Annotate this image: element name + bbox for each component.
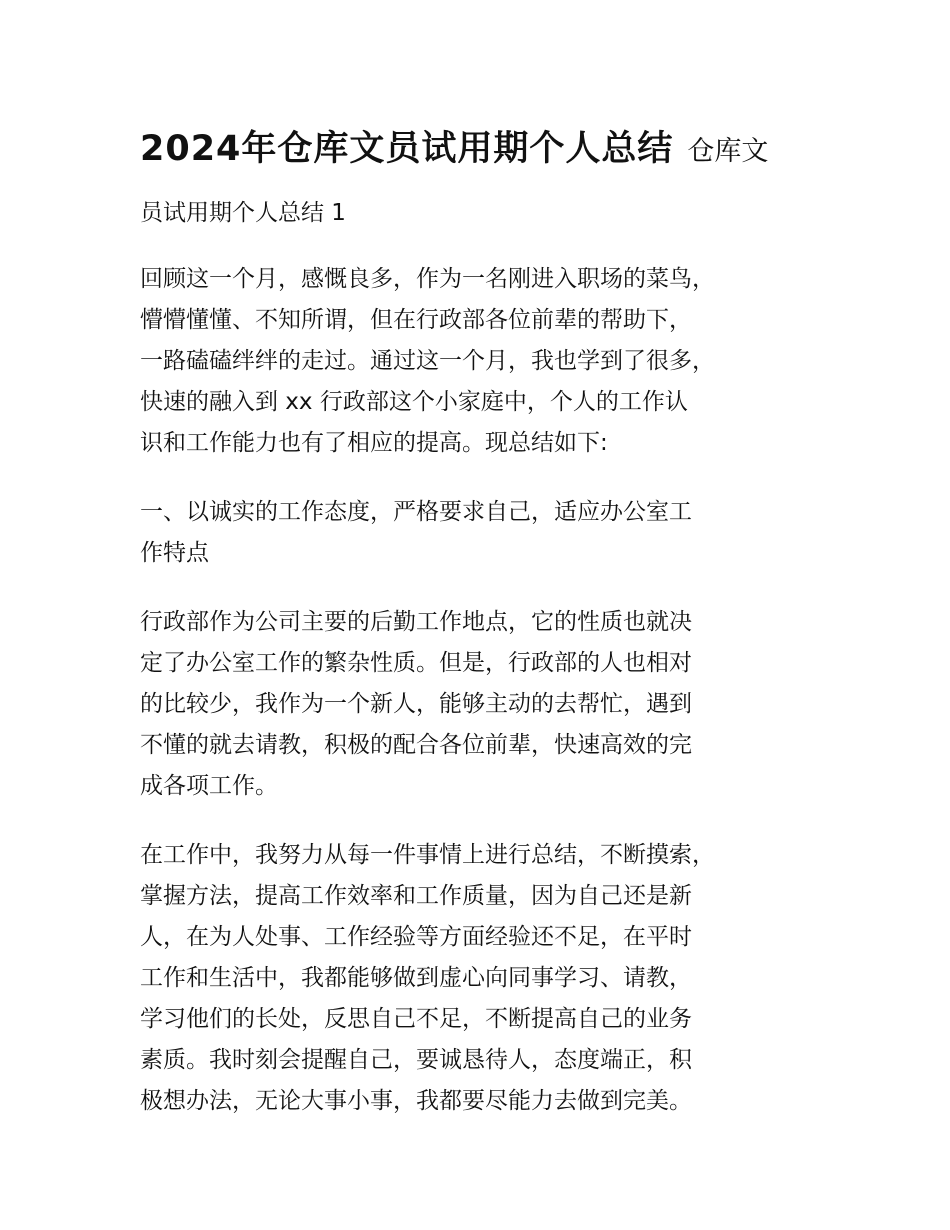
paragraph-line: 定了办公室工作的繁杂性质。但是，行政部的人也相对 <box>140 650 692 676</box>
paragraph-line: 掌握方法，提高工作效率和工作质量，因为自己还是新 <box>140 883 692 909</box>
paragraph-line: 在工作中，我努力从每一件事情上进行总结，不断摸索， <box>140 842 715 868</box>
title-main: 2024年仓库文员试用期个人总结 <box>140 129 674 169</box>
paragraph-line: 不懂的就去请教，积极的配合各位前辈，快速高效的完 <box>140 732 692 758</box>
paragraph-line: 快速的融入到 xx 行政部这个小家庭中，个人的工作认 <box>140 389 688 415</box>
paragraph-line: 的比较少，我作为一个新人，能够主动的去帮忙，遇到 <box>140 691 692 717</box>
paragraph-line: 行政部作为公司主要的后勤工作地点，它的性质也就决 <box>140 609 692 635</box>
paragraph-intro <box>140 259 830 464</box>
title-sub-continuation: 员试用期个人总结 1 <box>140 200 346 226</box>
paragraph-work-summary <box>140 835 830 1122</box>
paragraph-line: 工作和生活中，我都能够做到虚心向同事学习、请教， <box>140 965 692 991</box>
section-heading-1 <box>140 492 830 574</box>
paragraph-admin-dept <box>140 602 830 807</box>
paragraph-line: 成各项工作。 <box>140 773 278 799</box>
paragraph-line: 回顾这一个月，感慨良多，作为一名刚进入职场的菜鸟， <box>140 266 715 292</box>
paragraph-line: 一路磕磕绊绊的走过。通过这一个月，我也学到了很多， <box>140 348 715 374</box>
document-page <box>140 122 830 1122</box>
paragraph-line: 学习他们的长处，反思自己不足，不断提高自己的业务 <box>140 1006 692 1032</box>
heading-line: 一、以诚实的工作态度，严格要求自己，适应办公室工 <box>140 499 692 525</box>
paragraph-line: 懵懵懂懂、不知所谓，但在行政部各位前辈的帮助下， <box>140 307 692 333</box>
document-title <box>140 122 830 179</box>
heading-line: 作特点 <box>140 540 209 566</box>
paragraph-line: 识和工作能力也有了相应的提高。现总结如下: <box>140 430 608 456</box>
paragraph-line: 极想办法，无论大事小事，我都要尽能力去做到完美。 <box>140 1088 692 1114</box>
paragraph-line: 素质。我时刻会提醒自己，要诚恳待人，态度端正，积 <box>140 1047 692 1073</box>
title-sub-start: 仓库文 <box>687 136 769 167</box>
paragraph-line: 人，在为人处事、工作经验等方面经验还不足，在平时 <box>140 924 692 950</box>
